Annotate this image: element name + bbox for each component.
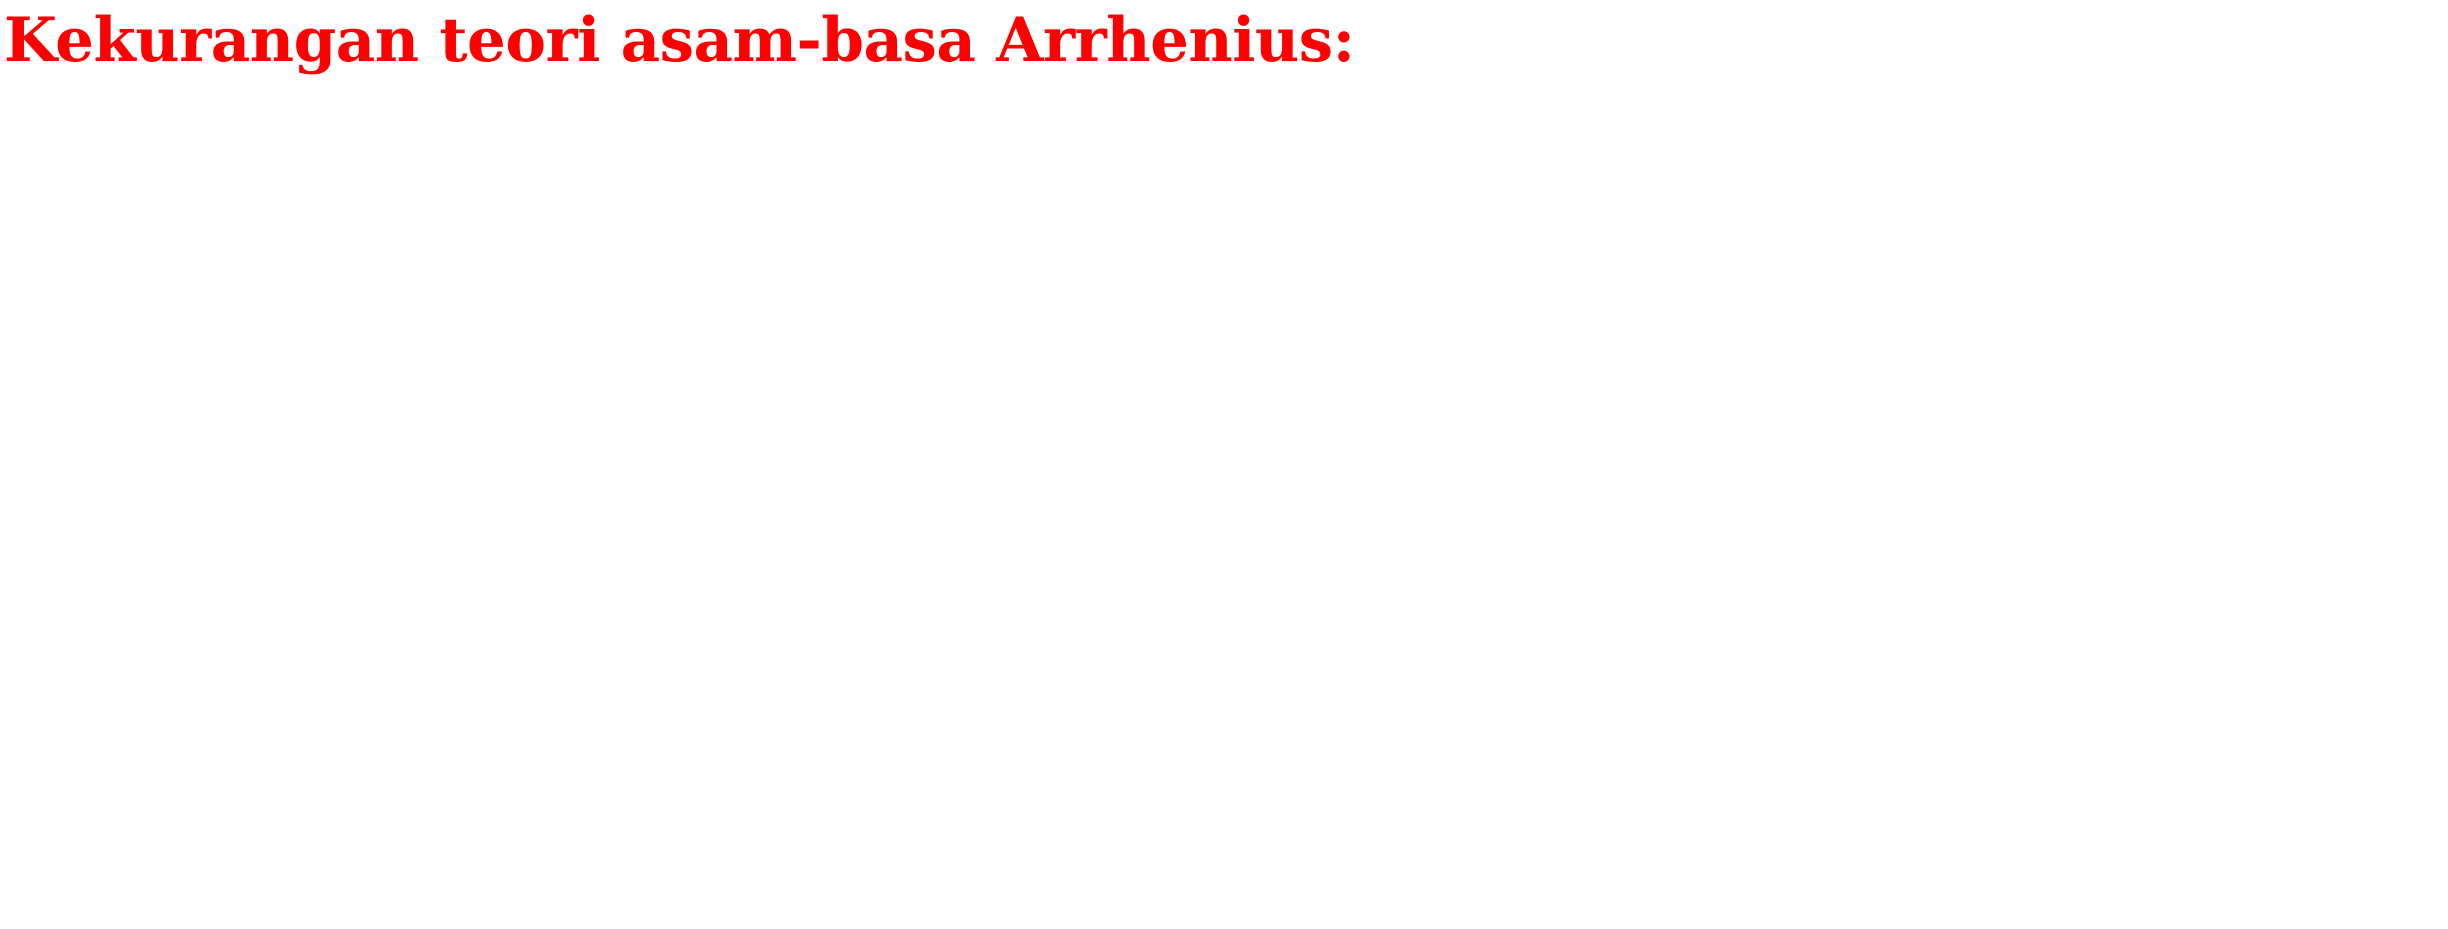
slide-heading: Kekurangan teori asam-basa Arrhenius: [4,5,1355,76]
